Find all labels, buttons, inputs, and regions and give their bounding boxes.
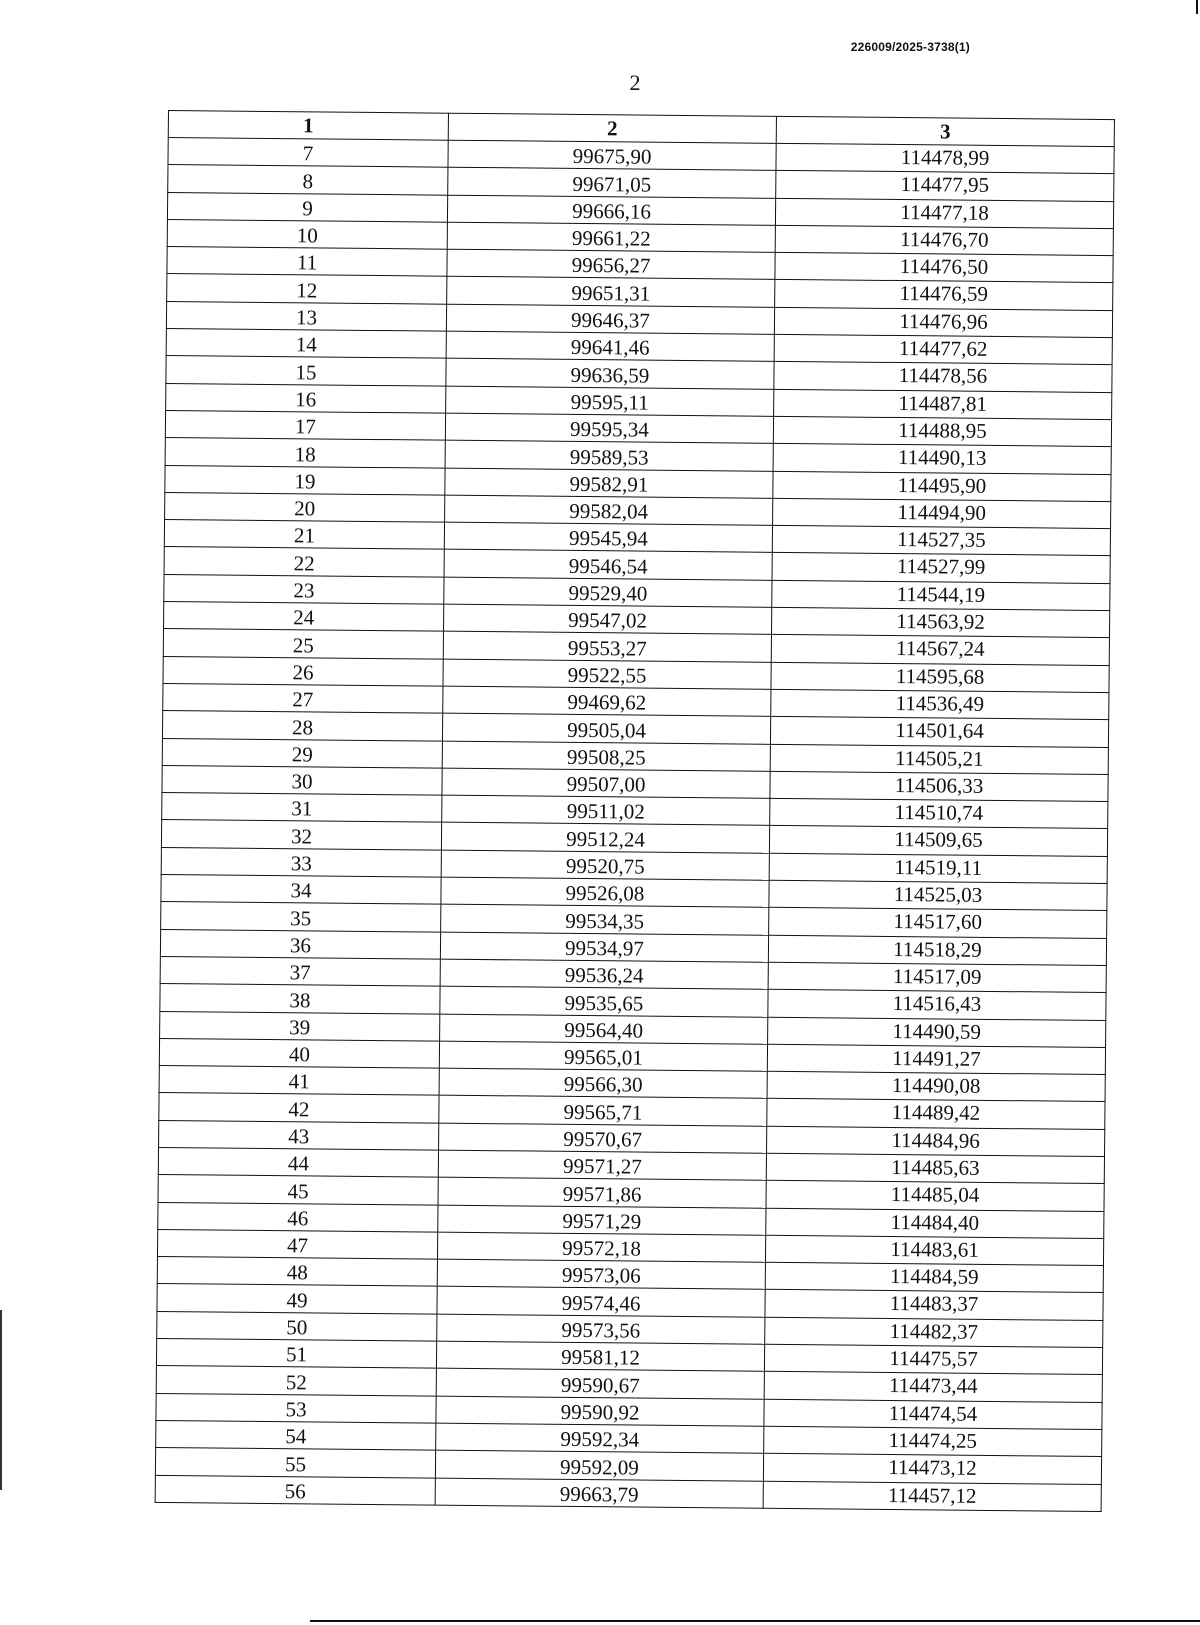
point-number-cell: 26 xyxy=(163,656,443,686)
y-coordinate-cell: 114475,57 xyxy=(764,1344,1102,1375)
y-coordinate-cell: 114477,62 xyxy=(774,334,1112,365)
point-number-cell: 45 xyxy=(158,1175,438,1205)
point-number-cell: 32 xyxy=(161,820,441,850)
y-coordinate-cell: 114536,49 xyxy=(771,689,1109,720)
y-coordinate-cell: 114487,81 xyxy=(774,389,1112,420)
point-number-cell: 56 xyxy=(155,1475,435,1505)
x-coordinate-cell: 99592,09 xyxy=(435,1450,763,1480)
y-coordinate-cell: 114477,18 xyxy=(775,198,1113,229)
point-number-cell: 34 xyxy=(161,874,441,904)
x-coordinate-cell: 99656,27 xyxy=(447,249,775,279)
point-number-cell: 31 xyxy=(162,793,442,823)
x-coordinate-cell: 99663,79 xyxy=(435,1478,763,1508)
x-coordinate-cell: 99595,34 xyxy=(445,413,773,443)
x-coordinate-cell: 99661,22 xyxy=(447,222,775,252)
y-coordinate-cell: 114474,25 xyxy=(764,1426,1102,1457)
y-coordinate-cell: 114483,37 xyxy=(765,1290,1103,1321)
x-coordinate-cell: 99536,24 xyxy=(440,959,768,989)
y-coordinate-cell: 114527,99 xyxy=(772,553,1110,584)
point-number-cell: 19 xyxy=(165,465,445,495)
x-coordinate-cell: 99592,34 xyxy=(436,1423,764,1453)
x-coordinate-cell: 99534,97 xyxy=(440,932,768,962)
x-coordinate-cell: 99505,04 xyxy=(442,713,770,743)
y-coordinate-cell: 114595,68 xyxy=(771,662,1109,693)
x-coordinate-cell: 99671,05 xyxy=(448,167,776,197)
y-coordinate-cell: 114485,04 xyxy=(766,1181,1104,1212)
x-coordinate-cell: 99546,54 xyxy=(444,550,772,580)
y-coordinate-cell: 114544,19 xyxy=(772,580,1110,611)
point-number-cell: 37 xyxy=(160,956,440,986)
point-number-cell: 24 xyxy=(164,602,444,632)
y-coordinate-cell: 114510,74 xyxy=(770,798,1108,829)
point-number-cell: 10 xyxy=(167,219,447,249)
x-coordinate-cell: 99564,40 xyxy=(440,1014,768,1044)
y-coordinate-cell: 114563,92 xyxy=(771,607,1109,638)
y-coordinate-cell: 114519,11 xyxy=(769,853,1107,884)
y-coordinate-cell: 114477,95 xyxy=(776,171,1114,202)
point-number-cell: 30 xyxy=(162,765,442,795)
x-coordinate-cell: 99641,46 xyxy=(446,331,774,361)
y-coordinate-cell: 114484,40 xyxy=(766,1208,1104,1239)
point-number-cell: 18 xyxy=(165,438,445,468)
point-number-cell: 49 xyxy=(157,1284,437,1314)
y-coordinate-cell: 114517,60 xyxy=(769,908,1107,939)
x-coordinate-cell: 99571,86 xyxy=(438,1177,766,1207)
x-coordinate-cell: 99595,11 xyxy=(446,386,774,416)
point-number-cell: 21 xyxy=(164,520,444,550)
y-coordinate-cell: 114490,13 xyxy=(773,444,1111,475)
point-number-cell: 44 xyxy=(158,1147,438,1177)
point-number-cell: 48 xyxy=(157,1257,437,1287)
y-coordinate-cell: 114473,44 xyxy=(764,1372,1102,1403)
x-coordinate-cell: 99570,67 xyxy=(439,1123,767,1153)
y-coordinate-cell: 114501,64 xyxy=(770,717,1108,748)
y-coordinate-cell: 114476,96 xyxy=(774,307,1112,338)
point-number-cell: 15 xyxy=(166,356,446,386)
point-number-cell: 36 xyxy=(160,929,440,959)
y-coordinate-cell: 114483,61 xyxy=(765,1235,1103,1266)
x-coordinate-cell: 99572,18 xyxy=(437,1232,765,1262)
y-coordinate-cell: 114484,59 xyxy=(765,1262,1103,1293)
point-number-cell: 29 xyxy=(162,738,442,768)
point-number-cell: 9 xyxy=(167,192,447,222)
page-number: 2 xyxy=(629,70,641,95)
x-coordinate-cell: 99520,75 xyxy=(441,850,769,880)
scan-artifact-edge xyxy=(0,1310,2,1490)
column-header-3: 3 xyxy=(776,116,1114,146)
x-coordinate-cell: 99566,30 xyxy=(439,1068,767,1098)
x-coordinate-cell: 99512,24 xyxy=(441,823,769,853)
x-coordinate-cell: 99636,59 xyxy=(446,359,774,389)
x-coordinate-cell: 99547,02 xyxy=(444,604,772,634)
point-number-cell: 46 xyxy=(158,1202,438,1232)
point-number-cell: 17 xyxy=(165,410,445,440)
point-number-cell: 22 xyxy=(164,547,444,577)
x-coordinate-cell: 99573,56 xyxy=(437,1314,765,1344)
table-body xyxy=(155,138,1114,1512)
point-number-cell: 25 xyxy=(163,629,443,659)
point-number-cell: 12 xyxy=(167,274,447,304)
point-number-cell: 7 xyxy=(168,138,448,168)
x-coordinate-cell: 99565,71 xyxy=(439,1096,767,1126)
point-number-cell: 35 xyxy=(161,902,441,932)
y-coordinate-cell: 114495,90 xyxy=(773,471,1111,502)
x-coordinate-cell: 99651,31 xyxy=(447,277,775,307)
x-coordinate-cell: 99469,62 xyxy=(443,686,771,716)
point-number-cell: 8 xyxy=(168,165,448,195)
column-header-1: 1 xyxy=(168,111,448,141)
coordinates-table xyxy=(155,110,1115,1512)
y-coordinate-cell: 114517,09 xyxy=(768,962,1106,993)
y-coordinate-cell: 114506,33 xyxy=(770,771,1108,802)
y-coordinate-cell: 114491,27 xyxy=(767,1044,1105,1075)
column-header-2: 2 xyxy=(448,113,776,143)
x-coordinate-cell: 99574,46 xyxy=(437,1287,765,1317)
y-coordinate-cell: 114488,95 xyxy=(773,416,1111,447)
y-coordinate-cell: 114494,90 xyxy=(773,498,1111,529)
x-coordinate-cell: 99526,08 xyxy=(441,877,769,907)
point-number-cell: 13 xyxy=(166,301,446,331)
point-number-cell: 28 xyxy=(162,711,442,741)
x-coordinate-cell: 99511,02 xyxy=(442,795,770,825)
point-number-cell: 53 xyxy=(156,1393,436,1423)
y-coordinate-cell: 114527,35 xyxy=(772,525,1110,556)
point-number-cell: 41 xyxy=(159,1066,439,1096)
point-number-cell: 47 xyxy=(157,1229,437,1259)
y-coordinate-cell: 114525,03 xyxy=(769,880,1107,911)
x-coordinate-cell: 99535,65 xyxy=(440,986,768,1016)
bottom-rule xyxy=(310,1620,1200,1622)
y-coordinate-cell: 114509,65 xyxy=(769,826,1107,857)
y-coordinate-cell: 114490,59 xyxy=(768,1017,1106,1048)
point-number-cell: 55 xyxy=(155,1448,435,1478)
x-coordinate-cell: 99571,27 xyxy=(438,1150,766,1180)
point-number-cell: 23 xyxy=(164,574,444,604)
point-number-cell: 20 xyxy=(165,492,445,522)
x-coordinate-cell: 99573,06 xyxy=(437,1259,765,1289)
y-coordinate-cell: 114482,37 xyxy=(765,1317,1103,1348)
x-coordinate-cell: 99675,90 xyxy=(448,140,776,170)
point-number-cell: 39 xyxy=(160,1011,440,1041)
y-coordinate-cell: 114476,50 xyxy=(775,253,1113,284)
x-coordinate-cell: 99582,91 xyxy=(445,468,773,498)
x-coordinate-cell: 99534,35 xyxy=(441,904,769,934)
x-coordinate-cell: 99508,25 xyxy=(442,741,770,771)
point-number-cell: 27 xyxy=(163,683,443,713)
y-coordinate-cell: 114567,24 xyxy=(771,635,1109,666)
x-coordinate-cell: 99590,92 xyxy=(436,1396,764,1426)
y-coordinate-cell: 114474,54 xyxy=(764,1399,1102,1430)
x-coordinate-cell: 99553,27 xyxy=(443,632,771,662)
point-number-cell: 11 xyxy=(167,247,447,277)
point-number-cell: 14 xyxy=(166,329,446,359)
x-coordinate-cell: 99581,12 xyxy=(436,1341,764,1371)
y-coordinate-cell: 114490,08 xyxy=(767,1071,1105,1102)
point-number-cell: 33 xyxy=(161,847,441,877)
y-coordinate-cell: 114489,42 xyxy=(767,1099,1105,1130)
y-coordinate-cell: 114484,96 xyxy=(767,1126,1105,1157)
y-coordinate-cell: 114476,59 xyxy=(775,280,1113,311)
point-number-cell: 51 xyxy=(156,1339,436,1369)
x-coordinate-cell: 99589,53 xyxy=(445,440,773,470)
x-coordinate-cell: 99507,00 xyxy=(442,768,770,798)
x-coordinate-cell: 99582,04 xyxy=(445,495,773,525)
scan-artifact-mark xyxy=(1196,0,1198,14)
x-coordinate-cell: 99571,29 xyxy=(438,1205,766,1235)
y-coordinate-cell: 114457,12 xyxy=(763,1481,1101,1512)
point-number-cell: 38 xyxy=(160,984,440,1014)
y-coordinate-cell: 114485,63 xyxy=(766,1153,1104,1184)
x-coordinate-cell: 99545,94 xyxy=(444,522,772,552)
point-number-cell: 50 xyxy=(157,1311,437,1341)
y-coordinate-cell: 114478,56 xyxy=(774,362,1112,393)
y-coordinate-cell: 114478,99 xyxy=(776,143,1114,174)
x-coordinate-cell: 99646,37 xyxy=(446,304,774,334)
document-reference-number: 226009/2025-3738(1) xyxy=(850,40,970,54)
point-number-cell: 16 xyxy=(166,383,446,413)
point-number-cell: 40 xyxy=(159,1038,439,1068)
y-coordinate-cell: 114518,29 xyxy=(768,935,1106,966)
x-coordinate-cell: 99522,55 xyxy=(443,659,771,689)
point-number-cell: 43 xyxy=(159,1120,439,1150)
point-number-cell: 52 xyxy=(156,1366,436,1396)
y-coordinate-cell: 114473,12 xyxy=(763,1454,1101,1485)
x-coordinate-cell: 99565,01 xyxy=(439,1041,767,1071)
x-coordinate-cell: 99590,67 xyxy=(436,1368,764,1398)
point-number-cell: 42 xyxy=(159,1093,439,1123)
point-number-cell: 54 xyxy=(156,1420,436,1450)
y-coordinate-cell: 114476,70 xyxy=(775,225,1113,256)
y-coordinate-cell: 114505,21 xyxy=(770,744,1108,775)
x-coordinate-cell: 99529,40 xyxy=(444,577,772,607)
x-coordinate-cell: 99666,16 xyxy=(447,195,775,225)
y-coordinate-cell: 114516,43 xyxy=(768,990,1106,1021)
